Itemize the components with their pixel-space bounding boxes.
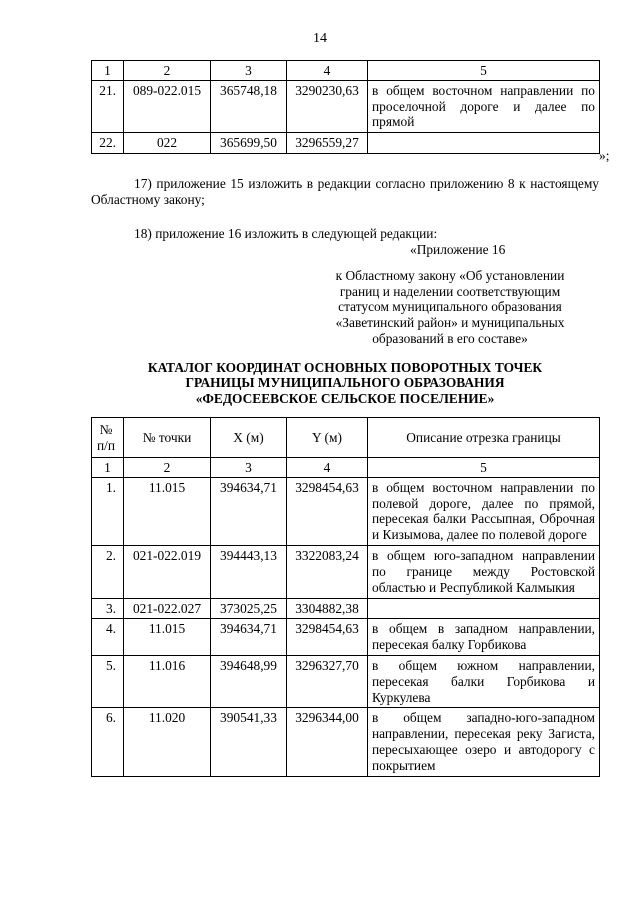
x-coordinate: 394443,13	[211, 546, 287, 598]
column-number: 1	[92, 61, 124, 81]
x-coordinate: 365699,50	[211, 133, 287, 154]
y-coordinate: 3290230,63	[287, 80, 368, 132]
appendix-line: образований в его составе»	[372, 331, 528, 347]
table-row	[92, 655, 600, 707]
catalog-title-line: «ФЕДОСЕЕВСКОЕ СЕЛЬСКОЕ ПОСЕЛЕНИЕ»	[195, 390, 495, 406]
x-coordinate: 394634,71	[211, 619, 287, 656]
x-coordinate: 373025,25	[211, 598, 287, 619]
y-coordinate: 3304882,38	[287, 598, 368, 619]
table-row	[92, 598, 600, 619]
column-number-row	[92, 61, 600, 81]
table-row	[92, 80, 600, 132]
appendix-line: к Областному закону «Об установлении	[335, 267, 565, 283]
point-number: 022	[124, 133, 211, 154]
segment-description: в общем южном направлении, пересекая балки Горбикова и Куркулева	[368, 655, 600, 707]
point-number: 11.016	[124, 655, 211, 707]
header-description: Описание отрезка границы	[368, 418, 600, 458]
header-x: X (м)	[211, 418, 287, 458]
y-coordinate: 3322083,24	[287, 546, 368, 598]
paragraph-17: 17) приложение 15 изложить в редакции согласно приложению 8 к настоящему Областному закону;	[91, 176, 599, 207]
appendix-header	[300, 242, 600, 347]
appendix-line: статусом муниципального образования	[338, 299, 562, 315]
appendix-line: «Заветинский район» и муниципальных	[335, 315, 565, 331]
coordinates-table-continued	[91, 60, 600, 154]
y-coordinate: 3296327,70	[287, 655, 368, 707]
point-number: 021-022.027	[124, 598, 211, 619]
closing-quote-mark: »;	[599, 148, 610, 163]
x-coordinate: 390541,33	[211, 708, 287, 776]
column-number: 5	[368, 458, 600, 478]
segment-description: в общем в западном направлении, пересекая балку Горбикова	[368, 619, 600, 656]
column-number: 4	[287, 61, 368, 81]
row-number: 3.	[92, 598, 124, 619]
point-number: 021-022.019	[124, 546, 211, 598]
column-number: 5	[368, 61, 600, 81]
column-number: 3	[211, 458, 287, 478]
row-number: 6.	[92, 708, 124, 776]
column-number: 1	[92, 458, 124, 478]
appendix-title: «Приложение 16	[410, 242, 506, 257]
header-point-number: № точки	[124, 418, 211, 458]
y-coordinate: 3298454,63	[287, 619, 368, 656]
table-row	[92, 546, 600, 598]
x-coordinate: 394634,71	[211, 477, 287, 545]
catalog-title-line: ГРАНИЦЫ МУНИЦИПАЛЬНОГО ОБРАЗОВАНИЯ	[185, 375, 505, 391]
appendix-line: границ и наделении соответствующим	[339, 283, 561, 299]
row-number: 2.	[92, 546, 124, 598]
page-number: 14	[313, 31, 327, 46]
row-number: 1.	[92, 477, 124, 545]
row-number: 4.	[92, 619, 124, 656]
table-row	[92, 133, 600, 154]
coordinates-table	[91, 417, 600, 777]
point-number: 11.015	[124, 477, 211, 545]
point-number: 11.020	[124, 708, 211, 776]
segment-description	[368, 133, 600, 154]
column-number: 2	[124, 458, 211, 478]
point-number: 089-022.015	[124, 80, 211, 132]
row-number: 21.	[92, 80, 124, 132]
y-coordinate: 3296344,00	[287, 708, 368, 776]
column-number: 4	[287, 458, 368, 478]
header-y: Y (м)	[287, 418, 368, 458]
segment-description: в общем юго-западном направлении по границе между Ростовской областью и Республикой Калмыкия	[368, 546, 600, 598]
column-number: 2	[124, 61, 211, 81]
catalog-title-line: КАТАЛОГ КООРДИНАТ ОСНОВНЫХ ПОВОРОТНЫХ ТОЧЕК	[147, 360, 543, 375]
segment-description: в общем западно-юго-западном направлении, пересекая реку Загиста, пересыхающее озеро и автодорогу с покрытием	[368, 708, 600, 776]
paragraph-18: 18) приложение 16 изложить в следующей редакции:	[134, 226, 438, 241]
column-number: 3	[211, 61, 287, 81]
table-row	[92, 708, 600, 776]
column-number-row	[92, 458, 600, 478]
y-coordinate: 3298454,63	[287, 477, 368, 545]
table-row	[92, 619, 600, 656]
segment-description	[368, 598, 600, 619]
table-row	[92, 477, 600, 545]
x-coordinate: 394648,99	[211, 655, 287, 707]
header-row	[92, 418, 600, 458]
x-coordinate: 365748,18	[211, 80, 287, 132]
segment-description: в общем восточном направлении по проселочной дороге и далее по прямой	[368, 80, 600, 132]
row-number: 22.	[92, 133, 124, 154]
row-number: 5.	[92, 655, 124, 707]
y-coordinate: 3296559,27	[287, 133, 368, 154]
header-row-number: № п/п	[92, 418, 124, 458]
segment-description: в общем восточном направлении по полевой дороге, далее по прямой, пересекая балки Рассыпная, Оброчная и Кизымова, далее по полевой дороге	[368, 477, 600, 545]
catalog-title	[91, 360, 599, 406]
point-number: 11.015	[124, 619, 211, 656]
